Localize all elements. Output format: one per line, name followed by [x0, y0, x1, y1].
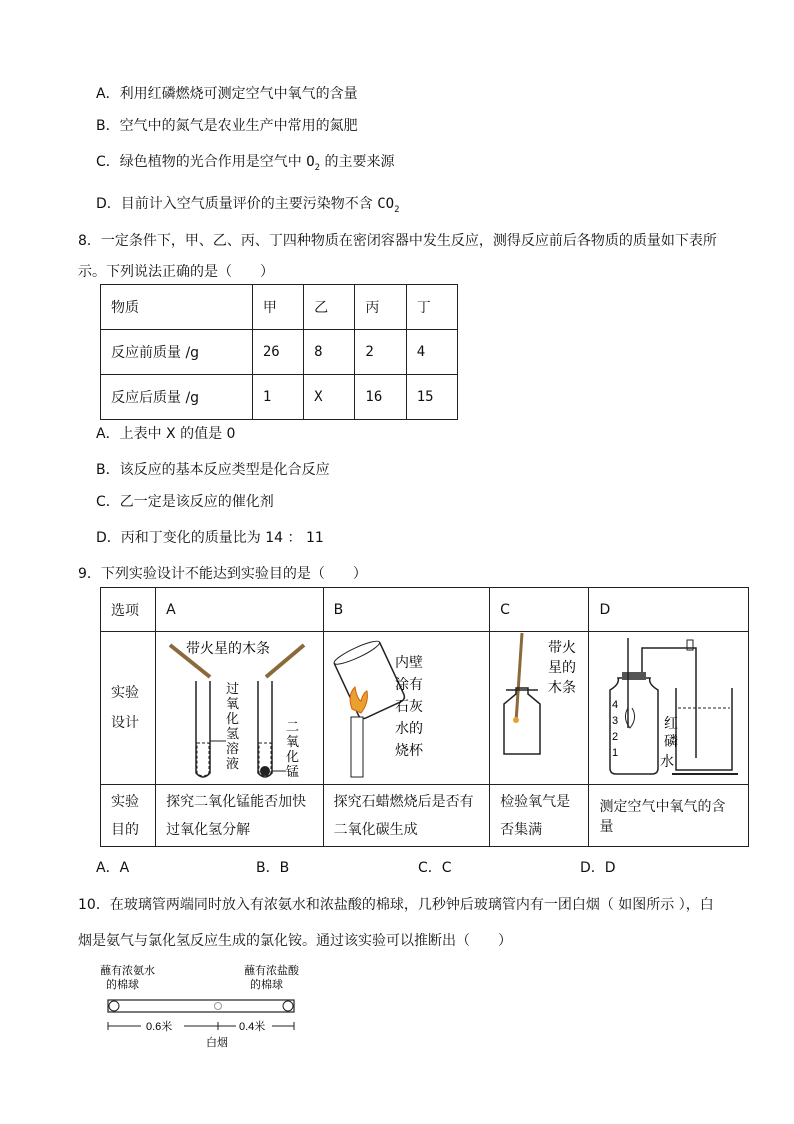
beaker-rim	[332, 638, 382, 668]
option-text: 丙和丁变化的质量比为 14 ： 11	[120, 530, 324, 546]
q9-answer-a: A．A	[96, 860, 130, 876]
gas-bottle-icon	[504, 688, 540, 754]
table-cell: C	[490, 588, 589, 632]
purpose-text: 否集满	[500, 821, 543, 838]
table-header-row	[101, 285, 458, 330]
beaker-label: 水的	[395, 720, 423, 736]
q10-stem	[78, 894, 714, 914]
question-number: 9．	[78, 566, 101, 582]
figure-b-candle-beaker	[325, 637, 485, 782]
table-cell: 26	[252, 330, 303, 375]
row-label: 设计	[111, 715, 139, 731]
row-label: 目的	[111, 821, 139, 838]
option-text: 目前计入空气质量评价的主要污染物不含	[120, 196, 378, 212]
stick-label: 带火	[548, 639, 576, 655]
tube-label-char: 锰	[286, 764, 300, 779]
table-cell: 1	[252, 375, 303, 420]
wood-stick-icon	[516, 633, 522, 722]
question-stem: 下列实验设计不能达到实验目的是（ ）	[100, 566, 367, 582]
table-row	[101, 375, 458, 420]
purpose-text: 过氧化氢分解	[166, 821, 251, 838]
table-cell: 16	[355, 375, 406, 420]
purpose-text: 测定空气中氧气的含量	[599, 798, 726, 835]
q8-table	[100, 284, 458, 420]
option-letter: B．	[96, 462, 120, 478]
formula: O	[306, 154, 315, 170]
tube-label-char: 液	[226, 756, 240, 771]
q7-option-b	[96, 115, 358, 135]
test-tube-icon	[196, 681, 210, 777]
tube-label-char: 二	[286, 719, 300, 734]
table-header-row	[101, 588, 749, 632]
smoke-label: 白烟	[206, 1037, 228, 1049]
option-text: 上表中 X 的值是 0	[119, 426, 236, 442]
formula-subscript: 2	[314, 162, 321, 173]
table-row-purpose	[101, 785, 749, 847]
cotton-ball-icon	[283, 1001, 293, 1011]
option-letter: A．	[96, 86, 120, 102]
option-letter: C．	[96, 494, 120, 510]
powder-icon	[260, 766, 270, 776]
spark-icon	[513, 717, 519, 723]
beaker-label: 烧杯	[395, 742, 423, 758]
table-cell: 选项	[101, 588, 156, 632]
purpose-text: 二氧化碳生成	[333, 821, 418, 838]
purpose-text: 探究石蜡燃烧后是否有	[333, 793, 474, 810]
q9-answer-d: D．D	[580, 860, 616, 876]
q8-stem-cont	[78, 261, 274, 281]
purpose-text: 检验氧气是	[500, 793, 571, 810]
water-label: 水	[660, 753, 674, 769]
formula-subscript: 2	[394, 204, 400, 215]
table-cell: 4	[406, 330, 457, 375]
option-text: 利用红磷燃烧可测定空气中氧气的含量	[119, 86, 358, 102]
table-cell	[323, 785, 490, 847]
flame-icon	[625, 708, 634, 728]
beaker-label: 涂有	[395, 676, 423, 692]
tube-label-char: 溶	[226, 741, 240, 756]
flame-icon	[350, 687, 367, 713]
q9-stem	[78, 563, 367, 583]
test-tube-icon	[258, 681, 272, 777]
q7-option-a	[96, 83, 358, 103]
liquid-icon	[197, 743, 209, 776]
table-cell: 2	[355, 330, 406, 375]
scale-mark: 2	[612, 731, 619, 743]
tube-label-char: 氢	[226, 726, 240, 741]
option-text: 乙一定是该反应的催化剂	[119, 494, 274, 510]
table-cell	[490, 785, 589, 847]
q8-option-b	[96, 459, 330, 479]
candle-icon	[351, 717, 363, 777]
beaker-icon	[676, 688, 732, 770]
question-stem-line1: 在玻璃管两端同时放入有浓氨水和浓盐酸的棉球，几秒钟后玻璃管内有一团白烟（ 如图所示 ），白	[109, 897, 714, 913]
question-number: 8．	[78, 233, 101, 249]
table-cell	[156, 785, 324, 847]
purpose-text: 探究二氧化锰能否加快	[166, 793, 307, 810]
table-cell: 15	[406, 375, 457, 420]
table-cell: 反应后质量 /g	[101, 375, 253, 420]
option-letter: C．	[96, 154, 120, 170]
table-row	[101, 330, 458, 375]
left-label: 的棉球	[106, 979, 139, 991]
glass-tube-icon	[108, 1000, 294, 1012]
figure-a-test-tubes	[158, 633, 318, 783]
wood-stick-icon	[266, 645, 304, 677]
question-stem-line1: 一定条件下，甲、乙、丙、丁四种物质在密闭容器中发生反应，测得反应前后各物质的质量如下表所	[100, 233, 717, 249]
option-text-after: 的主要来源	[320, 154, 395, 170]
tube-label-char: 氧	[226, 696, 240, 711]
table-cell: 8	[304, 330, 355, 375]
left-label: 蘸有浓氨水	[100, 965, 155, 977]
row-label: 实验	[111, 685, 139, 701]
left-distance: 0.6米	[146, 1021, 173, 1033]
q8-option-a	[96, 423, 235, 443]
q8-option-d	[96, 527, 324, 547]
q7-option-d	[96, 193, 400, 215]
q9-answer-c: C．C	[418, 860, 452, 876]
table-cell: 物质	[101, 285, 253, 330]
row-label: 实验	[111, 793, 139, 810]
option-letter: D．	[96, 196, 121, 212]
scale-mark: 4	[612, 699, 619, 711]
stick-label: 木条	[548, 679, 576, 695]
table-cell	[589, 785, 749, 847]
table-cell: 丁	[406, 285, 457, 330]
option-text: 空气中的氮气是农业生产中常用的氮肥	[119, 118, 358, 134]
right-label: 的棉球	[250, 979, 283, 991]
table-cell: D	[589, 588, 749, 632]
label-top: 带火星的木条	[186, 640, 270, 656]
tube-label-char: 化	[286, 749, 300, 764]
option-letter: A．	[96, 426, 120, 442]
option-letter: D．	[96, 530, 121, 546]
option-letter: B．	[96, 118, 120, 134]
q8-option-c	[96, 491, 274, 511]
tube-label-char: 氧	[286, 734, 300, 749]
phosphorus-label: 红	[664, 715, 678, 731]
beaker-label: 内壁	[395, 654, 423, 670]
table-cell: 丙	[355, 285, 406, 330]
figure-d-red-phosphorus-apparatus	[592, 628, 742, 778]
question-stem-line2: 示。下列说法正确的是（ ）	[78, 264, 274, 280]
table-cell: 反应前质量 /g	[101, 330, 253, 375]
scale-mark: 3	[612, 715, 619, 727]
figure-c-gas-bottle	[492, 628, 582, 760]
q9-answer-b: B．B	[256, 860, 290, 876]
tube-label-char: 化	[226, 711, 240, 726]
formula: CO	[377, 196, 395, 212]
beaker-label: 石灰	[395, 698, 423, 714]
q8-stem	[78, 230, 717, 250]
phosphorus-label: 磷	[664, 733, 678, 749]
right-label: 蘸有浓盐酸	[244, 965, 299, 977]
cotton-ball-icon	[109, 1001, 119, 1011]
q10-stem-cont	[78, 930, 512, 950]
table-cell: A	[156, 588, 324, 632]
question-number: 10．	[78, 897, 110, 913]
option-text: 该反应的基本反应类型是化合反应	[119, 462, 330, 478]
table-cell: B	[323, 588, 490, 632]
question-stem-line2: 烟是氨气与氯化氢反应生成的氯化铵。通过该实验可以推断出（ ）	[78, 933, 512, 949]
stopper-icon	[622, 672, 646, 680]
table-cell: X	[304, 375, 355, 420]
table-cell: 甲	[252, 285, 303, 330]
white-smoke-icon	[215, 1003, 222, 1010]
q7-option-c	[96, 151, 395, 173]
stick-label: 星的	[548, 659, 576, 675]
table-cell	[101, 632, 156, 785]
scale-mark: 1	[612, 747, 619, 759]
table-cell: 乙	[304, 285, 355, 330]
tube-label-char: 过	[226, 681, 240, 696]
q10-glass-tube-figure	[96, 962, 306, 1052]
option-text: 绿色植物的光合作用是空气中	[119, 154, 307, 170]
table-cell	[101, 785, 156, 847]
right-distance: 0.4米	[239, 1021, 266, 1033]
